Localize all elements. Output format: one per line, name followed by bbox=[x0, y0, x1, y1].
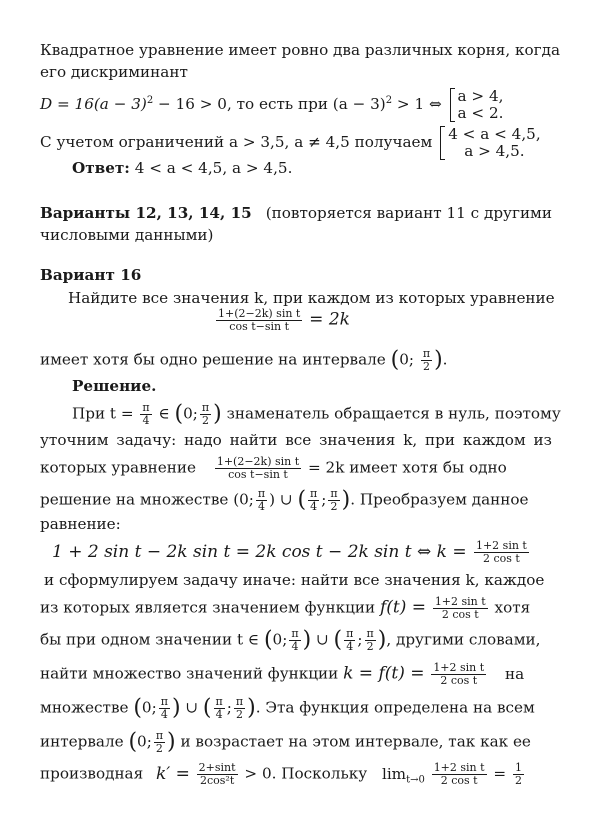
text: 1 + 2 sin t − 2k sin t = 2k cos t − 2k sin t ⇔ k = bbox=[52, 542, 467, 562]
text: . Преобразуем данное bbox=[350, 490, 529, 509]
text: 0; bbox=[141, 698, 157, 717]
text-line: его дискриминант bbox=[40, 63, 188, 81]
denominator: 2 cos t bbox=[441, 608, 479, 621]
text: 0; bbox=[183, 404, 198, 423]
numerator: 1 bbox=[514, 761, 522, 774]
text: . Эта функция определена на всем bbox=[255, 698, 535, 717]
numerator: π bbox=[201, 401, 210, 414]
denominator: 2 bbox=[366, 640, 374, 653]
denominator: 4 bbox=[291, 640, 299, 653]
variants-line bbox=[40, 203, 552, 223]
numerator: π bbox=[257, 487, 266, 500]
sys-row: 4 < a < 4,5, bbox=[448, 125, 541, 143]
text: 0; bbox=[137, 732, 152, 751]
sys-row: a > 4,5. bbox=[464, 142, 525, 160]
solution-line bbox=[40, 762, 526, 791]
word: уточним bbox=[40, 431, 109, 449]
numerator: π bbox=[215, 695, 223, 708]
word: все bbox=[285, 431, 312, 449]
numerator: π bbox=[366, 627, 374, 640]
numerator: 1+2 sin t bbox=[434, 595, 486, 608]
text-line: Квадратное уравнение имеет ровно два различных корня, когда bbox=[40, 41, 561, 59]
solution-line: равнение: bbox=[40, 515, 121, 533]
answer-line bbox=[72, 158, 292, 178]
solution-line: бы при одном значении t ∈ (0; $\frac{\pi}{4}$ ) ∪ ( $\frac{\pi}{4}$ ; $\frac{\pi}{2}$ ), другими словами, bbox=[40, 627, 541, 653]
numerator: 1+2 sin t bbox=[475, 539, 527, 552]
text: ) ∪ bbox=[269, 490, 293, 509]
text: > 1 ⇔ bbox=[392, 95, 442, 113]
denominator: 2 bbox=[202, 414, 210, 427]
denominator: 4 bbox=[215, 708, 223, 721]
word: значения bbox=[319, 431, 396, 449]
solution-line: интервале (0; $\frac{\pi}{2}$ ) и возрастает на этом интервале, так как ее bbox=[40, 729, 531, 755]
text: − 16 > 0, то есть при (a − 3) bbox=[153, 95, 386, 113]
lim-sub: t→0 bbox=[406, 774, 425, 786]
word: каждом bbox=[462, 431, 526, 449]
text: найти множество значений функции bbox=[40, 664, 339, 683]
numerator: 1+2 sin t bbox=[433, 661, 485, 674]
denominator: 4 bbox=[310, 500, 318, 513]
answer-text: 4 < a < 4,5, a > 4,5. bbox=[129, 159, 293, 177]
task-equation bbox=[214, 308, 350, 333]
text: которых уравнение bbox=[40, 458, 196, 477]
answer-label: Ответ: bbox=[72, 159, 130, 177]
text: 0; bbox=[399, 350, 414, 369]
word: надо bbox=[184, 431, 222, 449]
text: При t = bbox=[72, 404, 134, 423]
text: = bbox=[493, 764, 507, 783]
numerator: 2+sint bbox=[198, 761, 236, 774]
text: , другими словами, bbox=[386, 630, 541, 649]
numerator: π bbox=[160, 695, 168, 708]
denominator: 2 bbox=[514, 774, 522, 787]
numerator: π bbox=[235, 695, 244, 708]
solution-label: Решение. bbox=[72, 377, 157, 395]
solution-line bbox=[40, 430, 552, 450]
denominator: 4 bbox=[142, 414, 150, 427]
text: D = 16(a − 3) bbox=[40, 95, 147, 113]
solution-line bbox=[40, 596, 530, 621]
variants-title: Варианты 12, 13, 14, 15 bbox=[40, 204, 252, 222]
text: k′ = bbox=[156, 763, 190, 784]
transform-equation bbox=[52, 540, 531, 565]
text: С учетом ограничений a > 3,5, a ≠ 4,5 получаем bbox=[40, 133, 433, 151]
variants-note: (повторяется вариант 11 с другими bbox=[265, 204, 552, 222]
text: имеет хотя бы одно решение на интервале bbox=[40, 350, 386, 369]
numerator: π bbox=[310, 487, 318, 500]
rhs: = 2k bbox=[309, 309, 350, 330]
lim: lim bbox=[381, 764, 407, 783]
denominator: 2 bbox=[235, 708, 243, 721]
denominator: 4 bbox=[160, 708, 168, 721]
text: . bbox=[442, 350, 448, 369]
denominator: 2 bbox=[330, 500, 338, 513]
text: > 0. Поскольку bbox=[244, 764, 368, 783]
exp: 2 bbox=[385, 94, 393, 106]
text: ∪ bbox=[315, 630, 329, 649]
numerator: 1+(2−2k) sin t bbox=[218, 307, 301, 320]
text: на bbox=[505, 664, 525, 683]
text: = 2k имеет хотя бы одно bbox=[308, 458, 507, 477]
numerator: π bbox=[291, 627, 299, 640]
text: и возрастает на этом интервале, так как ее bbox=[180, 732, 531, 751]
word: найти bbox=[229, 431, 278, 449]
text: хотя bbox=[494, 598, 531, 617]
word: при bbox=[425, 431, 456, 449]
exp: 2 bbox=[146, 94, 154, 106]
text: бы при одном значении t ∈ bbox=[40, 630, 260, 649]
solution-line: решение на множестве (0; $\frac{\pi}{4}$ ) ∪ ( $\frac{\pi}{4}$ ; $\frac{\pi}{2}$ ). Преобразуем данное bbox=[40, 487, 529, 513]
discriminant-line bbox=[40, 88, 503, 122]
text: 0; bbox=[272, 630, 288, 649]
text: производная bbox=[40, 764, 144, 783]
numerator: π bbox=[330, 487, 338, 500]
system bbox=[440, 126, 540, 160]
text: решение на множестве (0; bbox=[40, 490, 254, 509]
denominator: 2 cos t bbox=[440, 674, 478, 687]
denominator: cos t−sin t bbox=[228, 468, 288, 481]
solution-line: и сформулируем задачу иначе: найти все значения k, каждое bbox=[44, 571, 545, 589]
denominator: cos t−sin t bbox=[229, 320, 290, 333]
text: из которых является значением функции bbox=[40, 598, 376, 617]
numerator: 1+(2−2k) sin t bbox=[216, 455, 300, 468]
system bbox=[450, 88, 504, 122]
word: из bbox=[533, 431, 552, 449]
text: ∪ bbox=[185, 698, 199, 717]
denominator: 2 cos t bbox=[440, 774, 478, 787]
text: k = f(t) = bbox=[343, 663, 425, 684]
denominator: 2 cos t bbox=[482, 552, 520, 565]
text: знаменатель обращается в нуль, поэтому bbox=[226, 404, 561, 423]
text: f(t) = bbox=[379, 597, 426, 618]
fraction bbox=[421, 348, 432, 373]
denominator: 4 bbox=[346, 640, 354, 653]
constraints-line bbox=[40, 126, 541, 160]
word: k, bbox=[403, 431, 418, 449]
numerator: 1+2 sin t bbox=[433, 761, 485, 774]
denominator: 2 bbox=[422, 360, 430, 373]
denominator: 2 bbox=[155, 742, 163, 755]
denominator: 4 bbox=[258, 500, 266, 513]
numerator: π bbox=[142, 401, 150, 414]
solution-line bbox=[40, 662, 524, 687]
text: интервале bbox=[40, 732, 124, 751]
numerator: π bbox=[155, 729, 164, 742]
denominator: 2cos²t bbox=[199, 774, 235, 787]
numerator: π bbox=[422, 347, 431, 360]
variant-16-title: Вариант 16 bbox=[40, 266, 142, 284]
solution-line: множестве (0; $\frac{\pi}{4}$ ) ∪ ( $\frac{\pi}{4}$ ; $\frac{\pi}{2}$ ). Эта функция определена на всем bbox=[40, 695, 535, 721]
task-line: Найдите все значения k, при каждом из которых уравнение bbox=[68, 289, 555, 307]
text-line: числовыми данными) bbox=[40, 226, 214, 244]
solution-line bbox=[40, 456, 507, 481]
word: задачу: bbox=[116, 431, 177, 449]
sys-row: a < 2. bbox=[457, 104, 504, 122]
task-line: имеет хотя бы одно решение на интервале (0; $\frac{\pi}{2}$ ). bbox=[40, 347, 448, 373]
solution-line: При t = $\frac{\pi}{4}$ ∈ (0; $\frac{\pi}{2}$ ) знаменатель обращается в нуль, поэтому bbox=[72, 401, 561, 427]
numerator: π bbox=[346, 627, 354, 640]
sys-row: a > 4, bbox=[457, 87, 504, 105]
text: ∈ bbox=[158, 404, 170, 423]
fraction bbox=[216, 308, 302, 333]
text: множестве bbox=[40, 698, 129, 717]
